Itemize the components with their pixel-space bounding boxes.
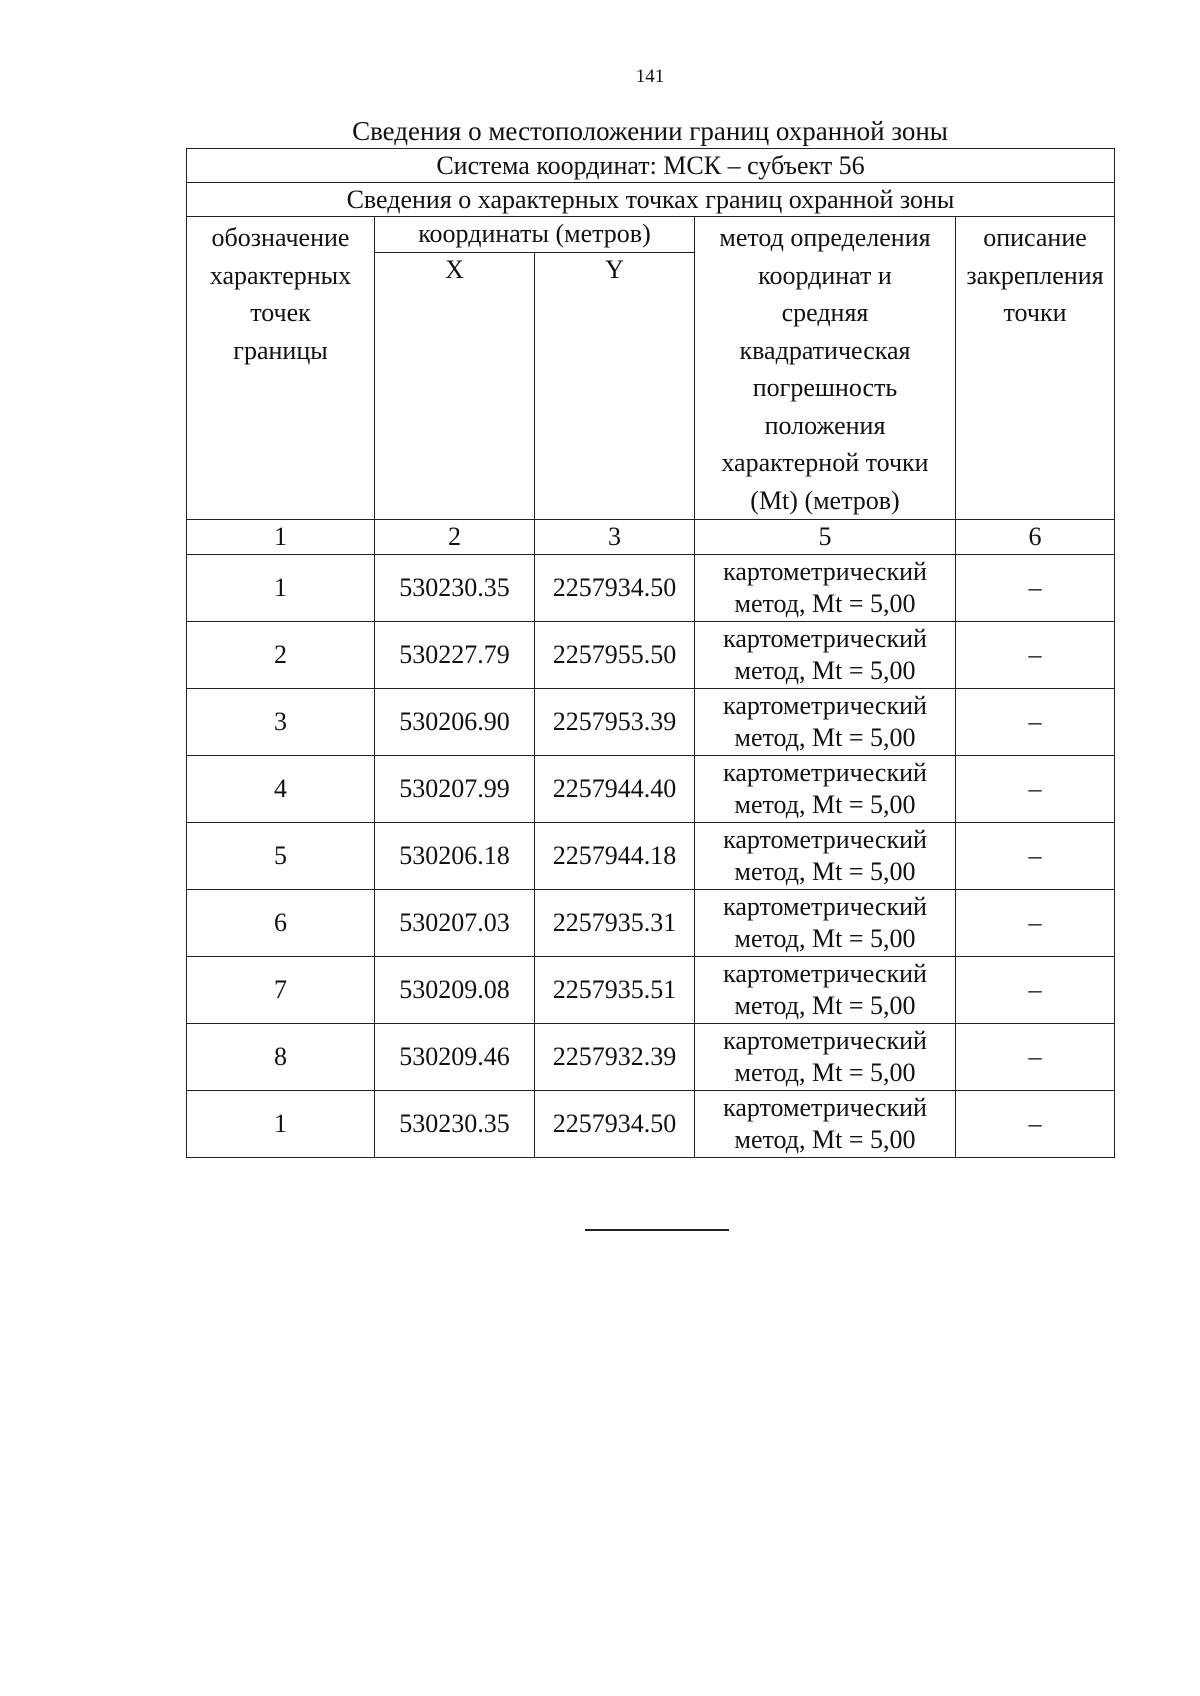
point-cell: 5 xyxy=(187,823,375,890)
method-line: метод, Mt = 5,00 xyxy=(734,991,916,1020)
table-row xyxy=(187,622,1115,689)
y-cell: 2257932.39 xyxy=(535,1024,695,1091)
method-cell xyxy=(695,890,956,957)
column-number: 1 xyxy=(187,520,375,555)
method-header-line: (Mt) (метров) xyxy=(750,485,900,515)
method-line: картометрический xyxy=(723,624,927,653)
coordinate-system-cell: Система координат: МСК – субъект 56 xyxy=(187,149,1115,183)
table-row xyxy=(187,823,1115,890)
x-cell: 530206.90 xyxy=(375,689,535,756)
description-cell: – xyxy=(956,890,1115,957)
table-row xyxy=(187,1024,1115,1091)
description-cell: – xyxy=(956,689,1115,756)
point-cell: 1 xyxy=(187,1091,375,1158)
method-line: метод, Mt = 5,00 xyxy=(734,589,916,618)
description-cell: – xyxy=(956,622,1115,689)
method-header-line: погрешность xyxy=(752,373,898,402)
x-cell: 530206.18 xyxy=(375,823,535,890)
method-line: метод, Mt = 5,00 xyxy=(734,924,916,953)
description-cell: – xyxy=(956,555,1115,622)
method-line: картометрический xyxy=(723,691,927,720)
designation-header-line: границы xyxy=(233,335,328,365)
method-line: картометрический xyxy=(723,1093,927,1122)
description-cell: – xyxy=(956,957,1115,1024)
page-number: 141 xyxy=(635,66,665,87)
method-line: картометрический xyxy=(723,1026,927,1055)
designation-header xyxy=(187,217,375,520)
boundary-points-table xyxy=(186,148,1115,1158)
y-cell: 2257944.40 xyxy=(535,756,695,823)
point-cell: 3 xyxy=(187,689,375,756)
x-cell: 530207.03 xyxy=(375,890,535,957)
y-cell: 2257934.50 xyxy=(535,1091,695,1158)
method-cell xyxy=(695,622,956,689)
designation-header-line: точек xyxy=(250,298,311,327)
method-line: метод, Mt = 5,00 xyxy=(734,790,916,819)
y-cell: 2257953.39 xyxy=(535,689,695,756)
method-cell xyxy=(695,957,956,1024)
point-cell: 4 xyxy=(187,756,375,823)
x-cell: 530227.79 xyxy=(375,622,535,689)
y-cell: 2257955.50 xyxy=(535,622,695,689)
table-row xyxy=(187,689,1115,756)
method-header-line: метод определения xyxy=(719,223,931,252)
column-number: 6 xyxy=(956,520,1115,555)
description-header-line: точки xyxy=(1003,298,1067,327)
method-cell xyxy=(695,555,956,622)
point-cell: 1 xyxy=(187,555,375,622)
section-title-row xyxy=(187,183,1115,217)
y-cell: 2257934.50 xyxy=(535,555,695,622)
method-cell xyxy=(695,1091,956,1158)
coordinates-header: координаты (метров) xyxy=(375,217,695,253)
y-header: Y xyxy=(535,252,695,519)
method-header-line: характерной точки xyxy=(721,448,929,477)
method-header-line: координат и xyxy=(758,260,892,290)
table-row xyxy=(187,756,1115,823)
method-line: картометрический xyxy=(723,825,927,854)
y-cell: 2257944.18 xyxy=(535,823,695,890)
method-line: метод, Mt = 5,00 xyxy=(734,723,916,752)
header-row xyxy=(187,217,1115,253)
document-title: Сведения о местоположении границ охранной зоны xyxy=(352,116,948,146)
method-line: картометрический xyxy=(723,959,927,988)
description-cell: – xyxy=(956,823,1115,890)
column-number: 3 xyxy=(535,520,695,555)
x-cell: 530230.35 xyxy=(375,555,535,622)
method-cell xyxy=(695,689,956,756)
column-number-row xyxy=(187,520,1115,555)
description-cell: – xyxy=(956,1091,1115,1158)
x-header: X xyxy=(375,252,535,519)
x-cell: 530209.08 xyxy=(375,957,535,1024)
method-line: метод, Mt = 5,00 xyxy=(734,656,916,685)
method-line: метод, Mt = 5,00 xyxy=(734,1125,916,1154)
method-cell xyxy=(695,756,956,823)
method-header xyxy=(695,217,956,520)
x-cell: 530207.99 xyxy=(375,756,535,823)
method-header-line: положения xyxy=(764,410,886,440)
description-header xyxy=(956,217,1115,520)
method-line: картометрический xyxy=(723,892,927,921)
method-header-line: средняя xyxy=(781,298,869,327)
point-cell: 8 xyxy=(187,1024,375,1091)
x-cell: 530230.35 xyxy=(375,1091,535,1158)
designation-header-line: обозначение xyxy=(211,223,350,252)
description-cell: – xyxy=(956,756,1115,823)
y-cell: 2257935.51 xyxy=(535,957,695,1024)
description-cell: – xyxy=(956,1024,1115,1091)
method-line: картометрический xyxy=(723,758,927,787)
table-row xyxy=(187,1091,1115,1158)
point-cell: 7 xyxy=(187,957,375,1024)
point-cell: 6 xyxy=(187,890,375,957)
method-header-line: квадратическая xyxy=(739,335,911,365)
closing-divider xyxy=(585,1229,729,1231)
method-cell xyxy=(695,1024,956,1091)
method-line: метод, Mt = 5,00 xyxy=(734,1058,916,1087)
description-header-line: закрепления xyxy=(966,260,1104,290)
column-number: 5 xyxy=(695,520,956,555)
method-line: метод, Mt = 5,00 xyxy=(734,857,916,886)
table-row xyxy=(187,890,1115,957)
designation-header-line: характерных xyxy=(209,260,352,290)
method-cell xyxy=(695,823,956,890)
section-title-cell: Сведения о характерных точках границ охранной зоны xyxy=(187,183,1115,217)
table-row xyxy=(187,555,1115,622)
column-number: 2 xyxy=(375,520,535,555)
coordinate-system-row xyxy=(187,149,1115,183)
x-cell: 530209.46 xyxy=(375,1024,535,1091)
point-cell: 2 xyxy=(187,622,375,689)
description-header-line: описание xyxy=(983,223,1087,252)
table-row xyxy=(187,957,1115,1024)
y-cell: 2257935.31 xyxy=(535,890,695,957)
method-line: картометрический xyxy=(723,557,927,586)
